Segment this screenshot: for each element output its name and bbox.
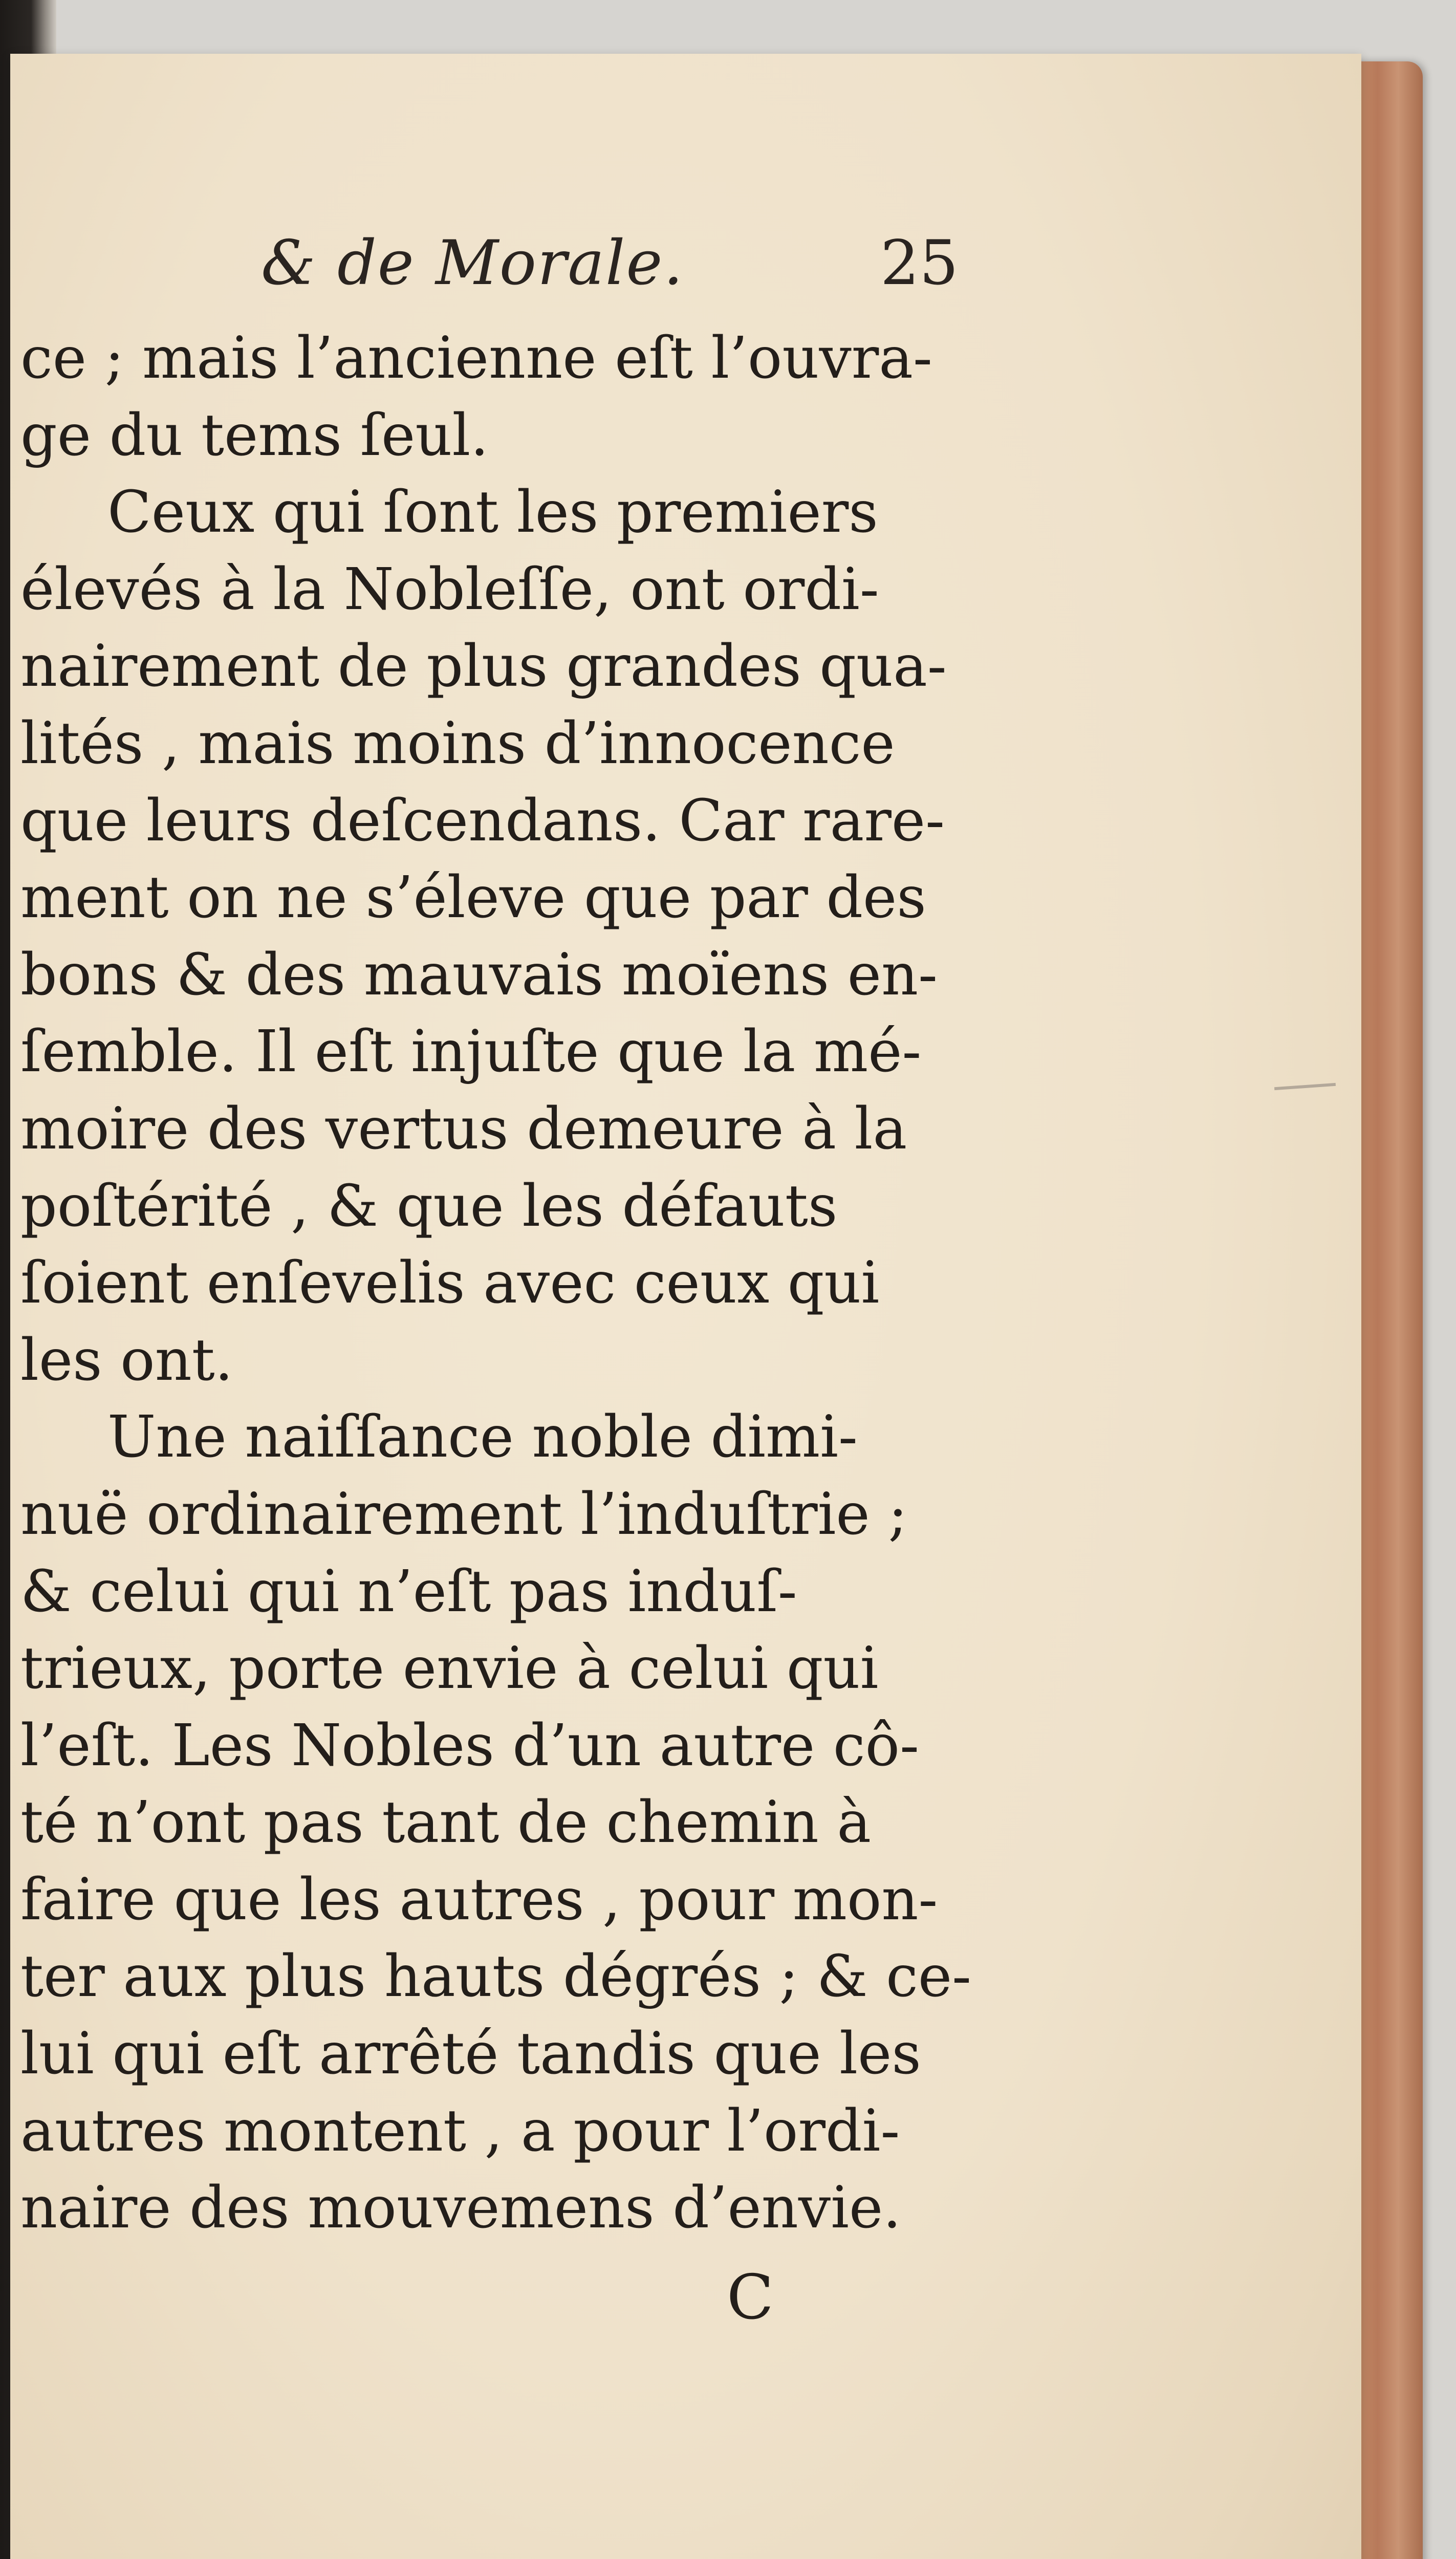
page-number: 25 bbox=[880, 228, 959, 299]
text-line: l’eſt. Les Nobles d’un autre cô- bbox=[20, 1712, 919, 1779]
text-line: les ont. bbox=[20, 1327, 233, 1394]
text-line: Ceux qui ſont les premiers bbox=[107, 479, 878, 546]
text-line: ment on ne s’éleve que par des bbox=[20, 864, 926, 931]
text-line: que leurs deſcendans. Car rare- bbox=[20, 787, 945, 854]
text-line: moire des vertus demeure à la bbox=[20, 1095, 907, 1162]
text-line: autres montent , a pour l’ordi- bbox=[20, 2097, 900, 2164]
book-page bbox=[10, 54, 1361, 2559]
running-head bbox=[10, 207, 1361, 310]
text-line: té n’ont pas tant de chemin à bbox=[20, 1789, 872, 1856]
text-line: lités , mais moins d’innocence bbox=[20, 710, 895, 777]
text-line: faire que les autres , pour mon- bbox=[20, 1866, 938, 1933]
body-text bbox=[20, 320, 993, 2247]
text-line: lui qui eſt arrêté tandis que les bbox=[20, 2021, 921, 2088]
text-line: & celui qui n’eſt pas induſ- bbox=[20, 1558, 797, 1625]
text-line: élevés à la Nobleſſe, ont ordi- bbox=[20, 556, 879, 623]
text-line: ge du tems ſeul. bbox=[20, 402, 489, 469]
text-line: trieux, porte envie à celui qui bbox=[20, 1635, 879, 1702]
text-line: ſemble. Il eſt injuſte que la mé- bbox=[20, 1018, 922, 1086]
text-line: ce ; mais l’ancienne eſt l’ouvra- bbox=[20, 325, 932, 392]
text-line: nuë ordinairement l’induſtrie ; bbox=[20, 1481, 908, 1548]
text-line: naire des mouvemens d’envie. bbox=[20, 2175, 901, 2242]
margin-pencil-mark bbox=[1274, 1083, 1336, 1090]
text-line: bons & des mauvais moïens en- bbox=[20, 941, 938, 1008]
text-line: Une naiſſance noble dimi- bbox=[107, 1404, 858, 1471]
text-line: poſtérité , & que les défauts bbox=[20, 1173, 838, 1240]
text-line: ſoient enſevelis avec ceux qui bbox=[20, 1250, 880, 1317]
running-title: & de Morale. bbox=[261, 228, 684, 299]
text-line: nairement de plus grandes qua- bbox=[20, 633, 947, 700]
text-line: ter aux plus hauts dégrés ; & ce- bbox=[20, 1943, 972, 2010]
signature-mark: C bbox=[727, 2262, 774, 2333]
